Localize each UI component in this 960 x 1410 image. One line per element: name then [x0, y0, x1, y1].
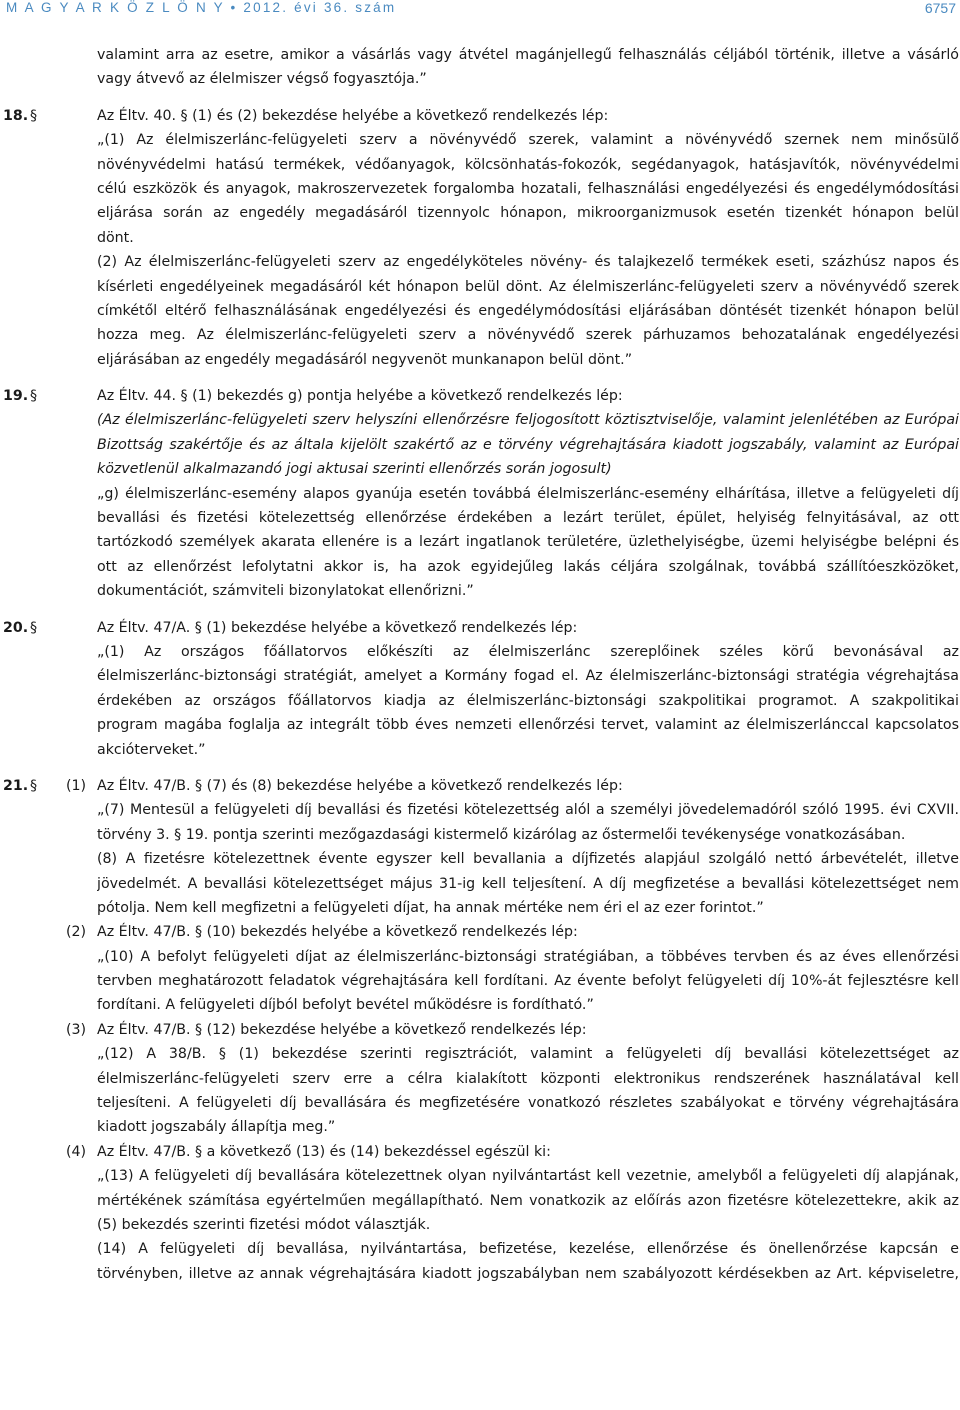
paragraph-sign: § [30, 619, 38, 636]
intro-paragraph [0, 43, 960, 92]
text-line: Az Éltv. 44. § (1) bekezdés g) pontja helyébe a következő rendelkezés lép: [97, 388, 623, 405]
text-line: mértékének számítása egyértelműen megállapítható. Nem vonatkozik az előírás azon fizetésre kötelezettekre, akik az [97, 1192, 959, 1209]
text-line: érdekében az országos főállatorvos kiadja az élelmiszerlánc-biztonsági szakpolitikai programot. A szakpolitikai [97, 692, 959, 709]
text-line: „(10) A befolyt felügyeleti díjat az élelmiszerlánc-biztonsági stratégiában, a többéves tervben és az éves ellenőrzési [97, 948, 959, 965]
text-line: fordítani. A felügyeleti díjból befolyt bevétel működésre is fordítható.” [97, 997, 594, 1014]
text-line: Az Éltv. 47/B. § (10) bekezdés helyébe a következő rendelkezés lép: [97, 924, 578, 941]
text-line: eljárásában az engedély megadásáról negyvenöt munkanapon belül dönt.” [97, 351, 633, 368]
paragraph-sign: § [30, 388, 38, 405]
text-line: dokumentációt, számviteli bizonylatokat ellenőrizni.” [97, 583, 474, 600]
text-line: eljárása során az engedély megadásáról tizennyolc hónapon, mikroorganizmusok esetén tizenkét hónapon belül [97, 205, 959, 222]
text-line: törvény 3. § 19. pontja szerinti mezőgazdasági kistermelő kizárólag az őstermelői tevékenysége vonatkozásában. [97, 826, 906, 843]
text-line: „(13) A felügyeleti díj bevallására kötelezettnek olyan nyilvántartást kell vezetnie, amelyből a felügyeleti díj alapjának, [97, 1168, 959, 1185]
text-line: valamint arra az esetre, amikor a vásárlás vagy átvétel magánjellegű felhasználás céljából történik, illetve a vásárló [97, 47, 959, 63]
subsection-4 [0, 1140, 960, 1286]
text-line: „(1) Az országos főállatorvos előkészíti az élelmiszerlánc szereplőinek széles körű bevonásával az [97, 643, 959, 660]
text-line: dönt. [97, 229, 134, 246]
text-line: törvényben, illetve az annak végrehajtására kiadott jogszabályban nem szabályozott kérdésekben az Art. képviseletre, [97, 1265, 959, 1282]
text-line: címkétől eltérő felhasználásának engedélyezési és engedélymódosítási eljárásában döntését tizenkét hónapon belül [97, 302, 959, 319]
text-line: célú eszközök és anyagok, makroszervezetek forgalomba hozatali, felhasználási engedélyezési és engedélymódosítási [97, 180, 959, 197]
text-line: akcióterveket.” [97, 741, 206, 758]
text-line: bevallási és fizetési kötelezettség ellenőrzése érdekében a lezárt terület, épület, helyiség felnyitásával, az ott [97, 510, 959, 527]
text-line: „(1) Az élelmiszerlánc-felügyeleti szerv a növényvédő szerek, valamint a növényvédő szernek nem minősülő [97, 132, 959, 149]
section-number: 19. [3, 388, 29, 405]
journal-title: M A G Y A R K Ö Z L Ö N Y • 2012. évi 36. szám [6, 0, 397, 15]
subsection-label: (1) [66, 777, 87, 794]
text-line: Az Éltv. 40. § (1) és (2) bekezdése helyébe a következő rendelkezés lép: [97, 107, 609, 124]
text-line: pótolja. Nem kell megfizetni a felügyeleti díjat, ha annak mértéke nem éri el az ezer forintot.” [97, 899, 764, 916]
text-line: (5) bekezdés szerinti fizetési módot választják. [97, 1216, 431, 1233]
text-line: tervben meghatározott feladatok végrehajtására kell fordítani. Az évente befolyt felügyeleti díj 10%-át fejlesztésre kell [97, 973, 959, 990]
text-line: „g) élelmiszerlánc-esemény alapos gyanúja esetén továbbá élelmiszerlánc-esemény elhárítása, illetve a felügyeleti díj [97, 485, 959, 502]
text-line: Az Éltv. 47/B. § (12) bekezdése helyébe a következő rendelkezés lép: [97, 1021, 587, 1038]
subsection-label: (3) [66, 1021, 87, 1038]
text-line: vagy átvevő az élelmiszer végső fogyasztója.” [97, 71, 427, 88]
text-line: kiadott jogszabály állapítja meg.” [97, 1119, 336, 1136]
text-line: Bizottság szakértője és az általa kijelölt szakértő az e törvény végrehajtására kiadott jogszabály, valamint az Európai [97, 436, 959, 453]
text-line: élelmiszerlánc-felügyeleti szerv erre a célra kialakított központi elektronikus rendszerének használatával kell [97, 1070, 959, 1087]
text-line: (Az élelmiszerlánc-felügyeleti szerv helyszíni ellenőrzésre feljogosított köztisztviselője, valamint jelenlétében az Európai [97, 412, 959, 429]
text-line: „(7) Mentesül a felügyeleti díj bevallási és fizetési kötelezettség alól a személyi jövedelemadóról szóló 1995. évi CXVII. [97, 802, 959, 819]
text-line: közvetlenül alkalmazandó jogi aktusai szerinti ellenőrzés során jogosult) [97, 461, 612, 478]
subsection-1 [0, 774, 960, 920]
section-20 [0, 616, 960, 762]
paragraph-sign: § [30, 777, 38, 794]
text-line: (8) A fizetésre kötelezettnek évente egyszer kell bevallania a díjfizetés alapjául szolgáló nettó árbevételét, illetve [97, 851, 959, 868]
text-line: jövedelmét. A bevallási kötelezettséget május 31-ig kell teljesítení. A díj megfizetése a bevallási kötelezettséget nem [97, 875, 959, 892]
subsection-label: (2) [66, 924, 87, 941]
text-line: Az Éltv. 47/B. § (7) és (8) bekezdése helyébe a következő rendelkezés lép: [97, 777, 623, 794]
subsection-label: (4) [66, 1143, 87, 1160]
text-line: növényvédelmi hatású termékek, védőanyagok, kölcsönhatás-fokozók, segédanyagok, hatásjavítók, növényvédelmi [97, 156, 959, 173]
subsection-3 [0, 1018, 960, 1140]
text-line: Az Éltv. 47/A. § (1) bekezdése helyébe a következő rendelkezés lép: [97, 619, 578, 636]
section-number: 21. [3, 777, 29, 794]
text-line: program magába foglalja az integrált több éves nemzeti ellenőrzési tervet, valamint az élelmiszerlánccal kapcsolatos [97, 717, 959, 734]
text-line: élelmiszerlánc-biztonsági stratégiát, amelyet a Kormány fogad el. Az élelmiszerlánc-biztonsági stratégia végrehajtása [97, 668, 959, 685]
paragraph-sign: § [30, 107, 38, 124]
text-line: kísérleti engedélyeinek megadásáról két hónapon belül dönt. Az élelmiszerlánc-felügyeleti szerv a növényvédő szerek [97, 278, 959, 295]
section-21 [0, 774, 960, 1286]
section-19 [0, 384, 960, 604]
text-line: Az Éltv. 47/B. § a következő (13) és (14) bekezdéssel egészül ki: [97, 1143, 551, 1160]
page-content [0, 43, 960, 1286]
section-number: 20. [3, 619, 29, 636]
text-line: teljesíteni. A felügyeleti díj bevallására és megfizetésére vonatkozó részletes szabályokat e törvény végrehajtására [97, 1095, 959, 1112]
section-number: 18. [3, 107, 29, 124]
subsection-2 [0, 920, 960, 1018]
section-18 [0, 104, 960, 372]
page-header [6, 0, 956, 20]
text-line: hozza meg. Az élelmiszerlánc-felügyeleti szerv a növényvédő szerek párhuzamos behozatalának engedélyezési [97, 327, 959, 344]
text-line: ott az ellenőrzést lefolytatni akkor is, ha azok egyidejűleg lakás céljára szolgálnak, továbbá szállítóeszközöket, [97, 558, 959, 575]
text-line: „(12) A 38/B. § (1) bekezdése szerinti regisztrációt, valamint a felügyeleti díj bevallási kötelezettséget az [97, 1046, 959, 1063]
text-line: tartózkodó személyek akarata ellenére is a lezárt ingatlanok területére, üzlethelyiségbe, üzemi helyiségbe belépni és [97, 534, 959, 551]
text-line: (14) A felügyeleti díj bevallása, nyilvántartása, befizetése, kezelése, ellenőrzése és önellenőrzése kapcsán e [97, 1241, 959, 1258]
page-number: 6757 [924, 0, 956, 16]
text-line: (2) Az élelmiszerlánc-felügyeleti szerv az engedélyköteles növény- és talajkezelő termékek eseti, százhúsz napos és [97, 254, 959, 271]
